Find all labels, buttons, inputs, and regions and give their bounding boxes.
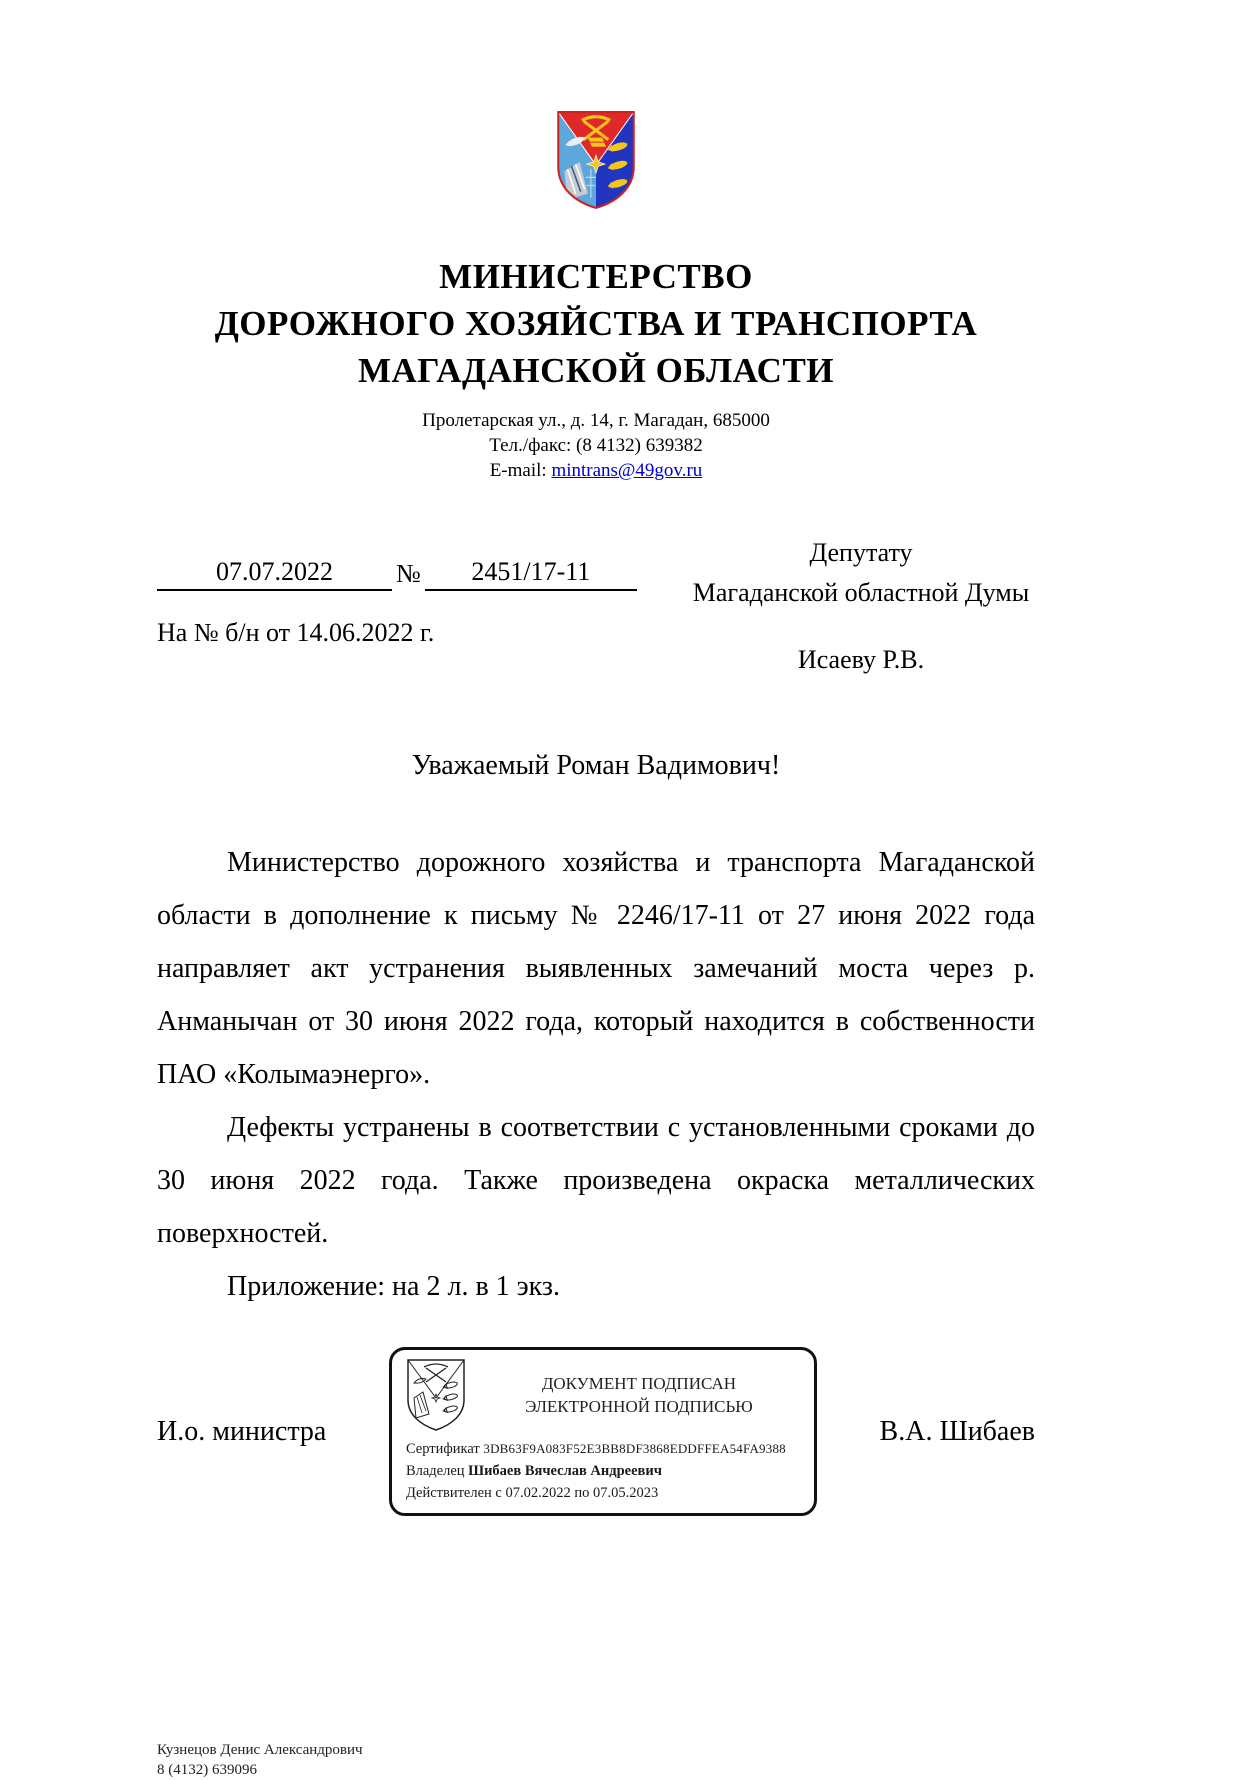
letterhead-emblem-container	[157, 108, 1035, 217]
signer-position: И.о. министра	[157, 1415, 327, 1447]
recipient-organization: Магаданской областной Думы	[692, 578, 1030, 607]
owner-line	[406, 1460, 800, 1482]
recipient-block	[687, 533, 1035, 680]
number-sign: №	[396, 559, 421, 588]
certificate-value: 3DB63F9A083F52E3BB8DF3868EDDFFEA54FA9388	[483, 1441, 786, 1456]
stamp-title-line1: ДОКУМЕНТ ПОДПИСАН	[541, 1374, 737, 1393]
body-paragraph-2: Дефекты устранены в соответствии с установленными сроками до 30 июня 2022 года. Также произведена окраска металлических поверхностей.	[157, 1112, 1035, 1249]
stamp-coat-of-arms-icon	[406, 1358, 466, 1432]
phone-fax: Тел./факс: (8 4132) 639382	[489, 435, 703, 456]
executor-block	[157, 1740, 1035, 1780]
ministry-title	[157, 253, 1035, 394]
reply-to-line: На № б/н от 14.06.2022 г.	[157, 618, 435, 647]
stamp-title-line2: ЭЛЕКТРОННОЙ ПОДПИСЬЮ	[525, 1397, 753, 1416]
letter-body	[157, 836, 1035, 1313]
postal-address: Пролетарская ул., д. 14, г. Магадан, 685000	[422, 410, 770, 431]
salutation: Уважаемый Роман Вадимович!	[411, 750, 781, 781]
ministry-title-line3: МАГАДАНСКОЙ ОБЛАСТИ	[357, 351, 835, 390]
owner-name: Шибаев Вячеслав Андреевич	[468, 1463, 662, 1479]
recipient-position: Депутату	[809, 538, 913, 567]
stamp-title	[478, 1372, 800, 1418]
attachment-line: Приложение: на 2 л. в 1 экз.	[227, 1271, 560, 1302]
recipient-name: Исаеву Р.В.	[797, 645, 925, 674]
signature-row	[157, 1347, 1035, 1516]
validity-line: Действителен с 07.02.2022 по 07.05.2023	[405, 1485, 659, 1501]
ministry-title-line1: МИНИСТЕРСТВО	[439, 257, 753, 296]
outgoing-number: 2451/17-11	[425, 557, 637, 591]
certificate-line	[406, 1438, 800, 1460]
email-label: E-mail:	[489, 460, 552, 481]
email-line	[157, 458, 1035, 483]
owner-label: Владелец	[405, 1463, 469, 1479]
executor-phone: 8 (4132) 639096	[157, 1762, 257, 1778]
email-link[interactable]: mintrans@49gov.ru	[551, 460, 703, 481]
certificate-label: Сертификат	[405, 1441, 484, 1457]
body-paragraph-1: Министерство дорожного хозяйства и транспорта Магаданской области в дополнение к письму № 2246/17-11 от 27 июня 2022 года направляет акт устранения выявленных замечаний моста через р. Анманычан от 30 июня 2022 года, который находится в собственности ПАО «Колымаэнерго».	[157, 847, 1035, 1090]
signer-name: В.А. Шибаев	[879, 1415, 1035, 1447]
magadan-coat-of-arms-icon	[554, 108, 638, 212]
contact-block	[157, 408, 1035, 483]
executor-name: Кузнецов Денис Александрович	[157, 1742, 363, 1758]
electronic-signature-stamp	[389, 1347, 817, 1516]
stamp-details	[406, 1438, 800, 1504]
date-number-line	[157, 557, 657, 591]
ministry-title-line2: ДОРОЖНОГО ХОЗЯЙСТВА И ТРАНСПОРТА	[214, 304, 978, 343]
reference-row	[157, 533, 1035, 680]
outgoing-reference	[157, 533, 657, 680]
outgoing-date: 07.07.2022	[157, 557, 392, 591]
stamp-header	[406, 1358, 800, 1432]
